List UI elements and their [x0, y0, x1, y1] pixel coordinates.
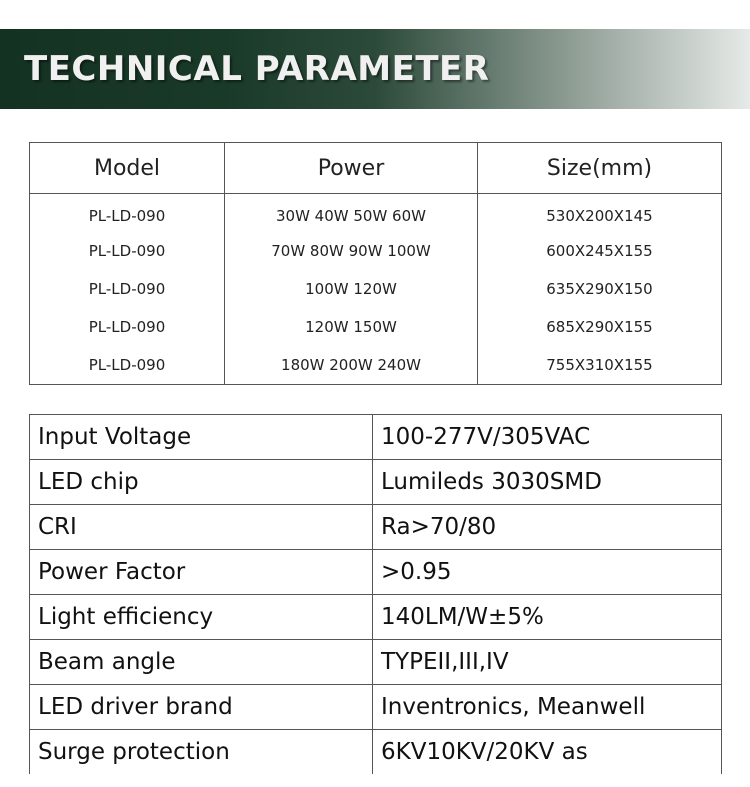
spec-row: [30, 640, 722, 685]
spec-label: Surge protection: [30, 730, 373, 775]
model-cell: PL-LD-090: [30, 346, 225, 385]
size-cell: 530X200X145: [478, 194, 722, 233]
power-cell: 120W 150W: [225, 308, 478, 346]
spec-label: Light efficiency: [30, 595, 373, 640]
column-header-power: Power: [225, 143, 478, 194]
spec-value: Inventronics, Meanwell: [373, 685, 722, 730]
size-cell: 755X310X155: [478, 346, 722, 385]
page-title: TECHNICAL PARAMETER: [24, 49, 490, 89]
power-cell: 30W 40W 50W 60W: [225, 194, 478, 233]
table-row: [30, 308, 722, 346]
column-header-size: Size(mm): [478, 143, 722, 194]
spec-value: Ra>70/80: [373, 505, 722, 550]
model-table: [29, 142, 722, 385]
spec-label: LED chip: [30, 460, 373, 505]
spec-row: [30, 730, 722, 775]
model-cell: PL-LD-090: [30, 270, 225, 308]
table-row: [30, 270, 722, 308]
model-cell: PL-LD-090: [30, 308, 225, 346]
model-cell: PL-LD-090: [30, 194, 225, 233]
spec-label: Beam angle: [30, 640, 373, 685]
table-row: [30, 232, 722, 270]
title-banner: [0, 29, 750, 109]
spec-label: LED driver brand: [30, 685, 373, 730]
spec-value: >0.95: [373, 550, 722, 595]
model-table-header-row: [30, 143, 722, 194]
size-cell: 635X290X150: [478, 270, 722, 308]
power-cell: 180W 200W 240W: [225, 346, 478, 385]
column-header-model: Model: [30, 143, 225, 194]
power-cell: 70W 80W 90W 100W: [225, 232, 478, 270]
model-cell: PL-LD-090: [30, 232, 225, 270]
spec-value: 6KV10KV/20KV as: [373, 730, 722, 775]
size-cell: 600X245X155: [478, 232, 722, 270]
spec-row: [30, 685, 722, 730]
size-cell: 685X290X155: [478, 308, 722, 346]
spec-value: 100-277V/305VAC: [373, 415, 722, 460]
spec-value: TYPEII,III,IV: [373, 640, 722, 685]
spec-row: [30, 505, 722, 550]
spec-label: Input Voltage: [30, 415, 373, 460]
spec-row: [30, 550, 722, 595]
spec-value: 140LM/W±5%: [373, 595, 722, 640]
spec-label: Power Factor: [30, 550, 373, 595]
table-row: [30, 346, 722, 385]
spec-row: [30, 460, 722, 505]
spec-value: Lumileds 3030SMD: [373, 460, 722, 505]
spec-table: [29, 414, 722, 774]
spec-label: CRI: [30, 505, 373, 550]
table-row: [30, 194, 722, 233]
power-cell: 100W 120W: [225, 270, 478, 308]
spec-row: [30, 595, 722, 640]
spec-row: [30, 415, 722, 460]
